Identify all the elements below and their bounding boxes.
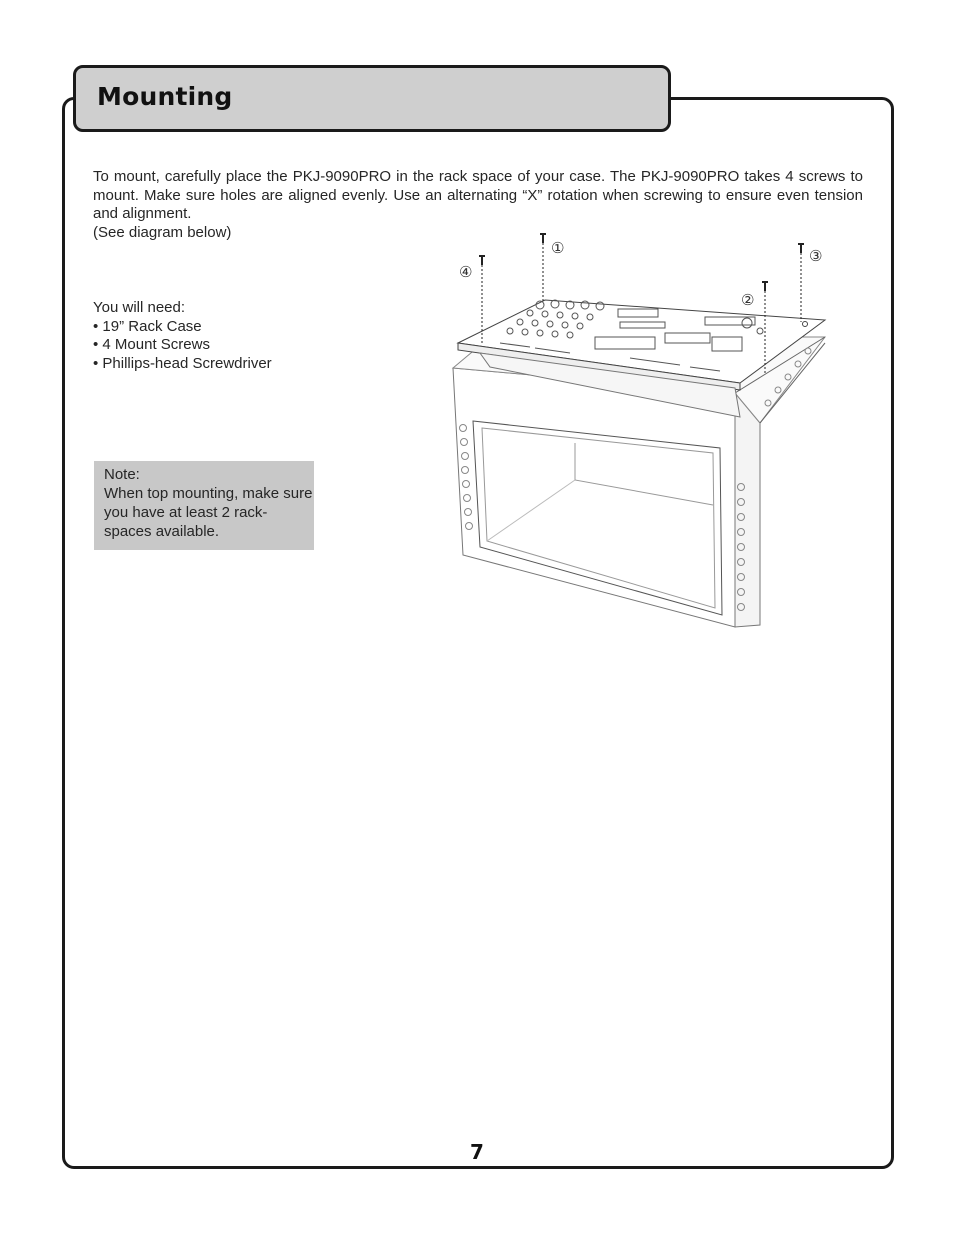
list-item: • 19” Rack Case: [93, 318, 393, 337]
note-box: [94, 461, 314, 550]
list-item: • Phillips-head Screwdriver: [93, 355, 393, 374]
page-title: Mounting: [97, 82, 233, 111]
screw-3-icon: [798, 244, 804, 322]
note-body: When top mounting, make sure you have at least 2 rack-spaces available.: [104, 485, 313, 540]
note-heading: Note:: [104, 466, 140, 483]
screw-label-1: ①: [551, 239, 565, 257]
screw-label-3: ③: [809, 247, 823, 265]
section-header-tab: [73, 65, 671, 132]
screw-label-4: ④: [459, 263, 473, 281]
diagram-reference: (See diagram below): [93, 223, 232, 241]
screw-label-2: ②: [741, 291, 755, 309]
page-number: 7: [470, 1140, 484, 1164]
screw-1-icon: [540, 234, 546, 303]
requirements-list: [93, 318, 393, 374]
rack-mount-diagram: [450, 225, 835, 635]
list-item: • 4 Mount Screws: [93, 336, 393, 355]
intro-paragraph: To mount, carefully place the PKJ-9090PRO in the rack space of your case. The PKJ-9090PRO takes 4 screws to mount. Make sure holes are aligned evenly. Use an alternating “X” rotation when screwing to ensure even tension and alignment.: [93, 168, 863, 222]
requirements-heading: You will need:: [93, 299, 186, 316]
requirements-section: [93, 299, 393, 373]
